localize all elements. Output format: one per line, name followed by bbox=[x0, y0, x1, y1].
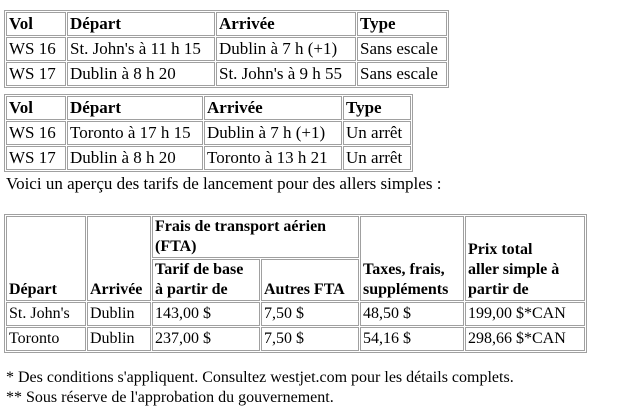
taxes-label-line1: Taxes, frais, bbox=[363, 261, 445, 278]
col-header-vol: Vol bbox=[6, 12, 66, 36]
cell-arrivee: Toronto à 13 h 21 bbox=[204, 146, 342, 170]
cell-vol: WS 17 bbox=[6, 146, 66, 170]
flights-table-toronto bbox=[4, 94, 413, 172]
cell-taxes: 54,16 $ bbox=[360, 327, 464, 351]
cell-arrivee: Dublin à 7 h (+1) bbox=[216, 37, 356, 61]
col-header-arrivee: Arrivée bbox=[216, 12, 356, 36]
table-header-row bbox=[6, 96, 411, 120]
cell-depart: St. John's bbox=[6, 302, 86, 326]
cell-depart: Dublin à 8 h 20 bbox=[67, 62, 215, 86]
col-header-total bbox=[465, 216, 585, 301]
fta-label-line2: (FTA) bbox=[155, 238, 197, 255]
table-header-row bbox=[6, 12, 447, 36]
cell-taxes: 48,50 $ bbox=[360, 302, 464, 326]
cell-type: Un arrêt bbox=[343, 121, 411, 145]
base-label-line1: Tarif de base bbox=[155, 261, 244, 278]
col-header-other-fta: Autres FTA bbox=[261, 259, 359, 301]
table-row bbox=[6, 327, 585, 351]
col-header-type: Type bbox=[343, 96, 411, 120]
table-row bbox=[6, 121, 411, 145]
total-label-line3: partir de bbox=[468, 281, 529, 298]
cell-depart: Toronto bbox=[6, 327, 86, 351]
cell-other-fta: 7,50 $ bbox=[261, 302, 359, 326]
table-row bbox=[6, 37, 447, 61]
cell-depart: St. John's à 11 h 15 bbox=[67, 37, 215, 61]
col-header-vol: Vol bbox=[6, 96, 66, 120]
footnote-conditions: * Des conditions s'appliquent. Consultez westjet.com pour les détails complets. bbox=[6, 369, 514, 386]
cell-total: 199,00 $*CAN bbox=[465, 302, 585, 326]
col-header-type: Type bbox=[357, 12, 447, 36]
cell-arrivee: St. John's à 9 h 55 bbox=[216, 62, 356, 86]
flights-table-st-johns bbox=[4, 10, 449, 88]
cell-arrivee: Dublin à 7 h (+1) bbox=[204, 121, 342, 145]
cell-depart: Toronto à 17 h 15 bbox=[67, 121, 203, 145]
cell-vol: WS 17 bbox=[6, 62, 66, 86]
col-header-depart: Départ bbox=[67, 12, 215, 36]
cell-depart: Dublin à 8 h 20 bbox=[67, 146, 203, 170]
cell-vol: WS 16 bbox=[6, 37, 66, 61]
table-row bbox=[6, 302, 585, 326]
taxes-label-line2: suppléments bbox=[363, 281, 449, 298]
col-header-base-fare bbox=[152, 259, 260, 301]
fares-table bbox=[4, 214, 587, 353]
base-label-line2: à partir de bbox=[155, 281, 228, 298]
cell-type: Sans escale bbox=[357, 62, 447, 86]
fta-label-line1: Frais de transport aérien bbox=[155, 218, 327, 235]
total-label-line1: Prix total bbox=[468, 241, 533, 258]
col-header-fta bbox=[152, 216, 359, 258]
cell-type: Un arrêt bbox=[343, 146, 411, 170]
fares-intro-text: Voici un aperçu des tarifs de lancement pour des allers simples : bbox=[6, 174, 442, 193]
table-header-row bbox=[6, 216, 585, 258]
footnote-government-approval: ** Sous réserve de l'approbation du gouvernement. bbox=[6, 389, 334, 406]
col-header-taxes bbox=[360, 216, 464, 301]
cell-base-fare: 237,00 $ bbox=[152, 327, 260, 351]
cell-type: Sans escale bbox=[357, 37, 447, 61]
cell-arrivee: Dublin bbox=[87, 302, 151, 326]
col-header-arrivee: Arrivée bbox=[87, 216, 151, 301]
col-header-depart: Départ bbox=[6, 216, 86, 301]
cell-base-fare: 143,00 $ bbox=[152, 302, 260, 326]
total-label-line2: aller simple à bbox=[468, 261, 560, 278]
col-header-arrivee: Arrivée bbox=[204, 96, 342, 120]
cell-total: 298,66 $*CAN bbox=[465, 327, 585, 351]
cell-vol: WS 16 bbox=[6, 121, 66, 145]
cell-arrivee: Dublin bbox=[87, 327, 151, 351]
table-row bbox=[6, 146, 411, 170]
cell-other-fta: 7,50 $ bbox=[261, 327, 359, 351]
table-row bbox=[6, 62, 447, 86]
col-header-depart: Départ bbox=[67, 96, 203, 120]
